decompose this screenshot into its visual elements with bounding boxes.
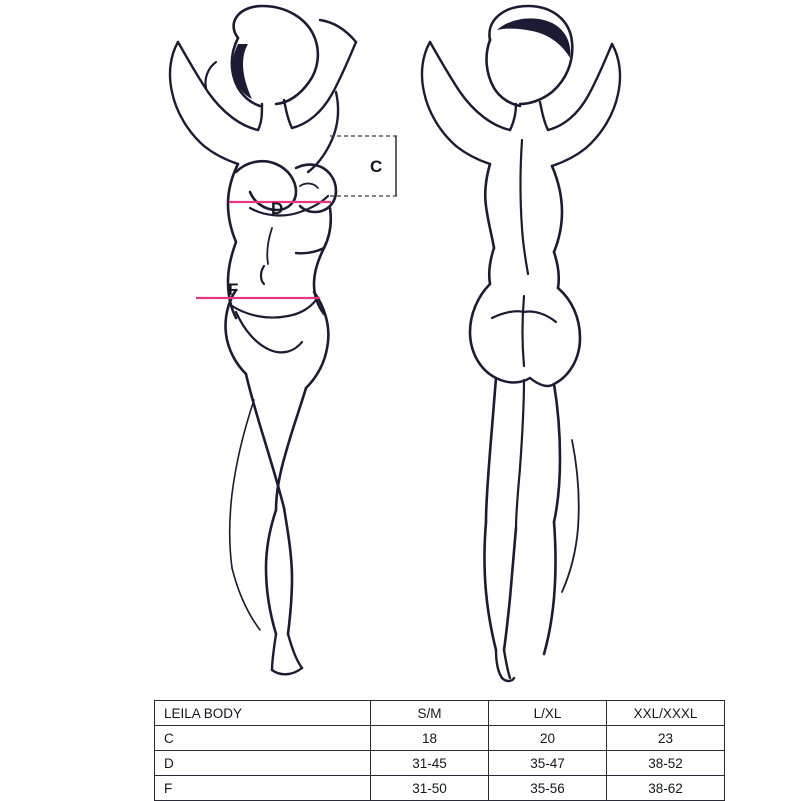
table-row: [155, 776, 725, 801]
measure-label-d: D: [271, 199, 284, 218]
table-header-row: [155, 701, 725, 726]
row-d-sm: 31-45: [371, 751, 489, 776]
row-d-xxlxxxl: 38-52: [607, 751, 725, 776]
table-header-xxlxxxl: XXL/XXXL: [607, 701, 725, 726]
row-f-sm: 31-50: [371, 776, 489, 801]
table-row: [155, 751, 725, 776]
front-body-figure: [170, 6, 356, 674]
measure-label-f: F: [228, 280, 239, 299]
row-c-lxl: 20: [489, 726, 607, 751]
table-row: [155, 726, 725, 751]
table-header-lxl: L/XL: [489, 701, 607, 726]
row-d-lxl: 35-47: [489, 751, 607, 776]
row-c-xxlxxxl: 23: [607, 726, 725, 751]
back-body-figure: [422, 6, 620, 681]
row-f-xxlxxxl: 38-62: [607, 776, 725, 801]
size-table: [154, 700, 725, 801]
table-header-title: LEILA BODY: [155, 701, 371, 726]
row-label-d: D: [155, 751, 371, 776]
row-c-sm: 18: [371, 726, 489, 751]
measure-label-c: C: [370, 157, 383, 176]
row-f-lxl: 35-56: [489, 776, 607, 801]
row-label-f: F: [155, 776, 371, 801]
row-label-c: C: [155, 726, 371, 751]
table-header-sm: S/M: [371, 701, 489, 726]
